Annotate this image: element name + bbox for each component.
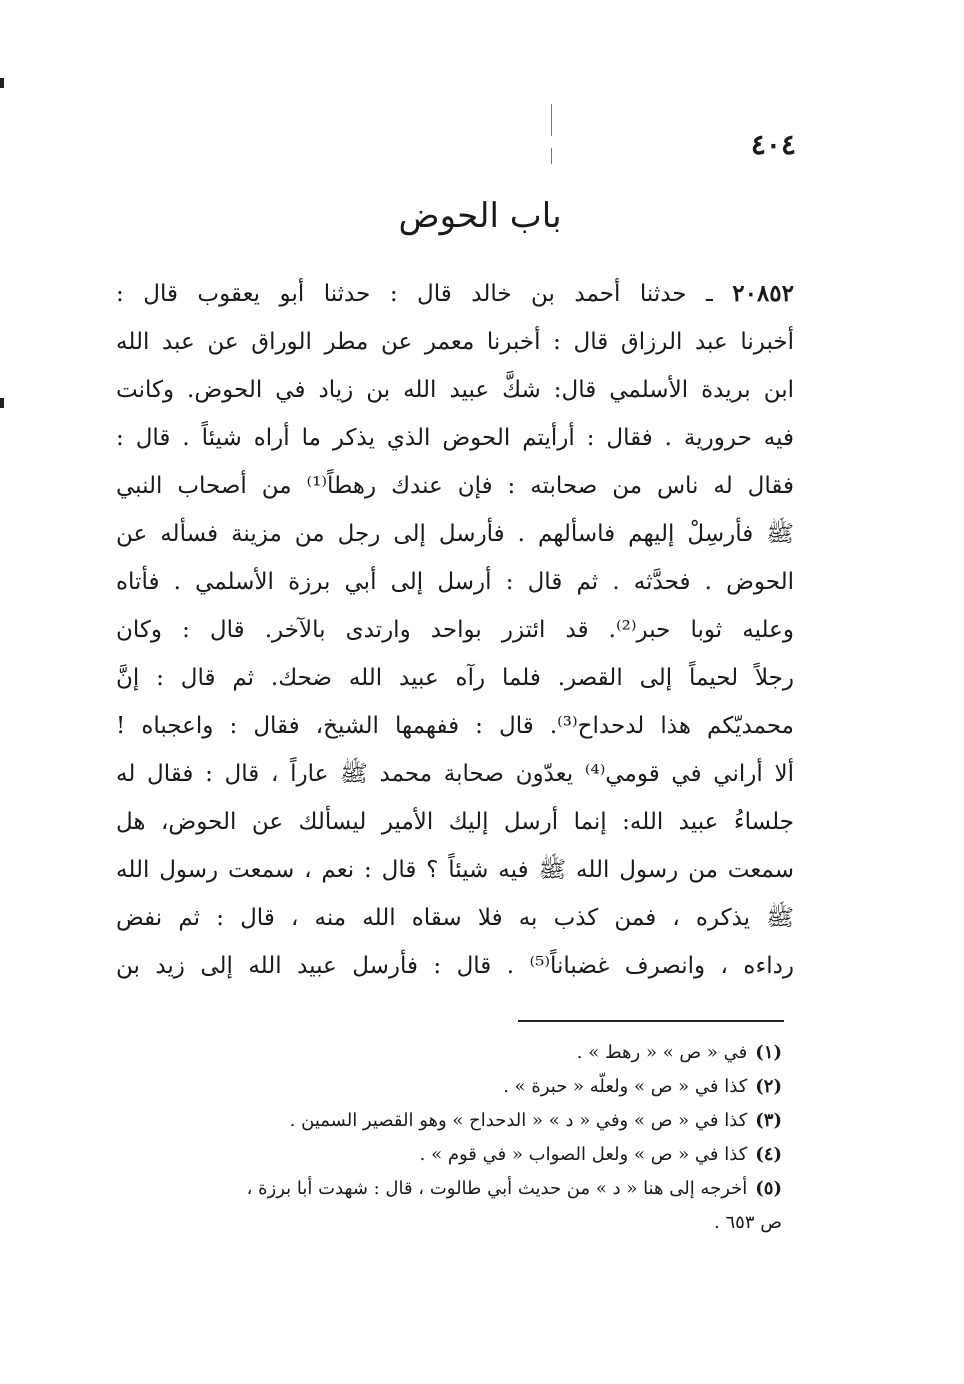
gutter-line	[551, 148, 552, 164]
body-line: ألا أراني في قومي⁽⁴⁾ يعدّون صحابة محمد ﷺ عاراً ، قال : فقال له	[116, 761, 794, 787]
body-line: جلساءُ عبيد الله: إنما أرسل إليك الأمير ليسألك عن الحوض، هل	[116, 809, 794, 835]
gutter-line	[551, 104, 552, 136]
body-line: الحوض . فحدَّثه . ثم قال : أرسل إلى أبي برزة الأسلمي . فأتاه	[116, 569, 794, 595]
chapter-title: باب الحوض	[398, 196, 562, 236]
body-line: ابن بريدة الأسلمي قال: شكَّ عبيد الله بن زياد في الحوض. وكانت	[116, 377, 794, 403]
body-line: فيه حرورية . فقال : أرأيتم الحوض الذي يذكر ما أراه شيئاً . قال :	[116, 425, 794, 451]
footnote	[116, 1104, 782, 1138]
footnote-text: ص ٦٥٣ .	[714, 1212, 782, 1233]
body-line	[116, 270, 794, 318]
footnote-number: (٥)	[755, 1178, 782, 1199]
body-line: أخبرنا عبد الرزاق قال : أخبرنا معمر عن مطر الوراق عن عبد الله	[116, 329, 794, 355]
footnote-number: (١)	[755, 1042, 782, 1063]
body-line: وعليه ثوبا حبر⁽²⁾. قد ائتزر بواحد وارتدى بالآخر. قال : وكان	[116, 617, 794, 643]
page-number: ٤٠٤	[750, 128, 796, 161]
scan-edge-mark	[0, 78, 4, 88]
footnote-text: كذا في « ص » ولعلّه « حبرة » .	[503, 1076, 748, 1097]
footnote-divider	[518, 1020, 784, 1022]
footnote-continuation	[116, 1206, 782, 1240]
hadith-number: ٢٠٨٥٢	[732, 280, 794, 307]
body-line-text: ـ حدثنا أحمد بن خالد قال : حدثنا أبو يعقوب قال :	[116, 281, 733, 307]
body-line: ﷺ فأرسِلْ إليهم فاسألهم . فأرسل إلى رجل من مزينة فسأله عن	[116, 521, 794, 547]
footnote	[116, 1070, 782, 1104]
body-line: رجلاً لحيماً إلى القصر. فلما رآه عبيد الله ضحك. ثم قال : إنَّ	[116, 665, 794, 691]
footnote-number: (٣)	[755, 1110, 782, 1131]
footnote-number: (٢)	[755, 1076, 782, 1097]
footnote-text: في « ص » « رهط » .	[576, 1042, 748, 1063]
footnote	[116, 1036, 782, 1070]
footnote	[116, 1172, 782, 1206]
body-line: رداءه ، وانصرف غضباناً⁽⁵⁾ . قال : فأرسل عبيد الله إلى زيد بن	[116, 953, 794, 979]
footnote-text: أخرجه إلى هنا « د » من حديث أبي طالوت ، قال : شهدت أبا برزة ،	[246, 1178, 748, 1199]
body-line: سمعت من رسول الله ﷺ فيه شيئاً ؟ قال : نعم ، سمعت رسول الله	[116, 857, 794, 883]
footnote-text: كذا في « ص » ولعل الصواب « في قوم » .	[419, 1144, 748, 1165]
footnote	[116, 1138, 782, 1172]
footnote-number: (٤)	[755, 1144, 782, 1165]
body-line: فقال له ناس من صحابته : فإن عندك رهطاً⁽¹⁾ من أصحاب النبي	[116, 473, 794, 499]
body-line: محمديّكم هذا لدحداح⁽³⁾. قال : ففهمها الشيخ، فقال : واعجباه !	[116, 713, 794, 739]
scan-edge-mark	[0, 398, 4, 408]
footnotes	[116, 1036, 782, 1240]
footnote-text: كذا في « ص » وفي « د » « الدحداح » وهو القصير السمين .	[289, 1110, 748, 1131]
hadith-text	[116, 270, 794, 990]
body-line: ﷺ يذكره ، فمن كذب به فلا سقاه الله منه ، قال : ثم نفض	[116, 905, 794, 931]
